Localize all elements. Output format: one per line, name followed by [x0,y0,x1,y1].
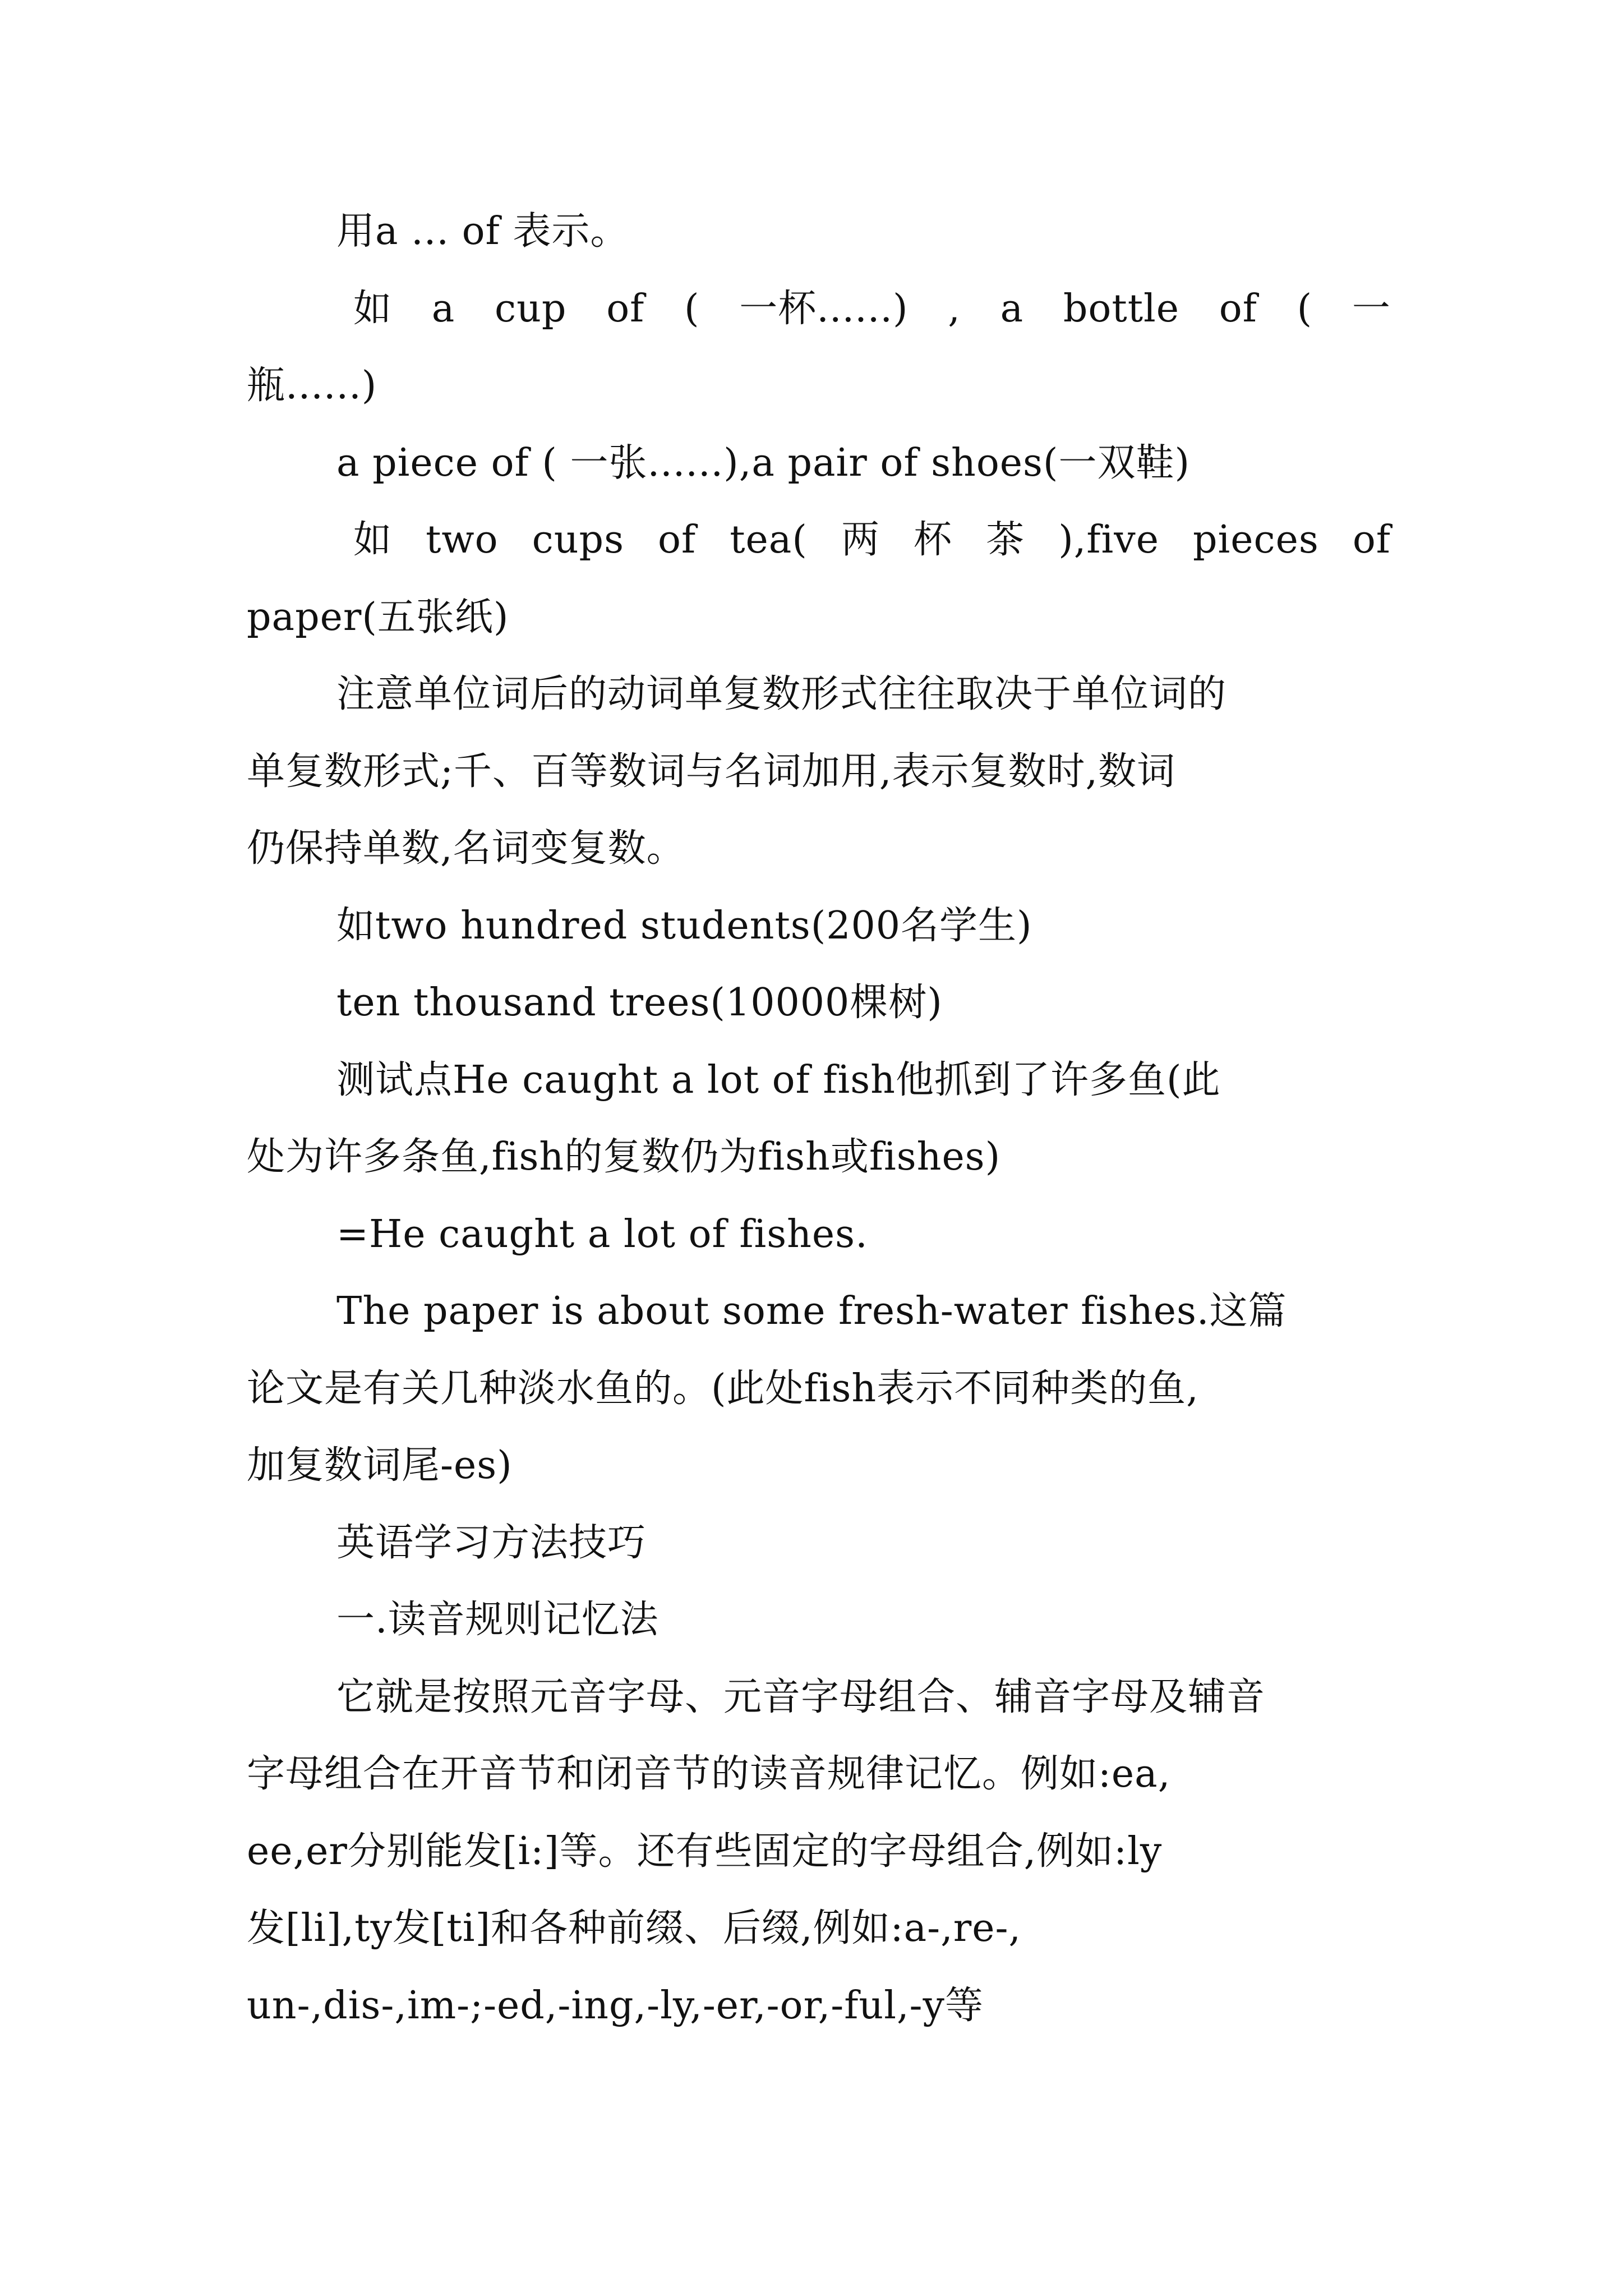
text-word: pieces [1193,518,1319,562]
text-line: 处为许多条鱼,fish的复数仍为fish或fishes) [247,1135,1001,1179]
text-line: The paper is about some fresh-water fishes.这篇 [336,1289,1287,1333]
text-line [353,282,1391,336]
text-word: bottle [1063,287,1180,331]
text-line [353,513,1391,567]
text-word: of [1219,287,1257,331]
text-word: 一杯......) [739,287,909,331]
text-line: 加复数词尾-es) [247,1443,513,1488]
text-word: ),five [1058,518,1159,562]
text-word: ( [684,287,700,331]
section-heading: 英语学习方法技巧 [336,1521,647,1565]
text-word: a [1000,287,1024,331]
text-line: paper(五张纸) [247,595,509,639]
text-word: of [606,287,645,331]
text-line: 它就是按照元音字母、元音字母组合、辅音字母及辅音 [336,1675,1266,1719]
text-word: , [948,287,961,331]
subsection-heading: 一.读音规则记忆法 [336,1598,659,1642]
text-line: =He caught a lot of fishes. [336,1212,868,1257]
text-line: 仍保持单数,名词变复数。 [247,826,685,871]
text-word: 如 [353,287,393,331]
text-word: 一 [1352,287,1391,331]
text-line: 测试点He caught a lot of fish他抓到了许多鱼(此 [336,1058,1221,1102]
text-word: cup [495,287,567,331]
text-line: 注意单位词后的动词单复数形式往往取决于单位词的 [336,672,1227,716]
text-line: a piece of ( 一张......),a pair of shoes(一双鞋) [336,441,1190,485]
text-line: 瓶......) [247,364,377,408]
text-line: 论文是有关几种淡水鱼的。(此处fish表示不同种类的鱼, [247,1366,1199,1411]
text-line: 发[li],ty发[ti]和各种前缀、后缀,例如:a-,re-, [247,1906,1022,1950]
text-word: a [431,287,455,331]
text-word: cups [532,518,624,562]
text-line: 如two hundred students(200名学生) [336,904,1032,948]
text-word: 如 [353,518,393,562]
text-line: un-,dis-,im-;-ed,-ing,-ly,-er,-or,-ful,-y等 [247,1984,984,2028]
text-word: of [1352,518,1391,562]
text-word: 杯 [914,518,953,562]
text-word: 茶 [986,518,1025,562]
text-word: tea( [730,518,808,562]
text-line: 单复数形式;千、百等数词与名词加用,表示复数时,数词 [247,749,1176,794]
text-line: 用a ... of 表示。 [336,209,629,254]
text-line: ten thousand trees(10000棵树) [336,981,943,1025]
text-word: of [658,518,697,562]
text-line: ee,er分别能发[i:]等。还有些固定的字母组合,例如:ly [247,1829,1163,1874]
text-word: two [426,518,499,562]
text-word: 两 [841,518,880,562]
text-line: 字母组合在开音节和闭音节的读音规律记忆。例如:ea, [247,1752,1171,1796]
text-word: ( [1297,287,1313,331]
